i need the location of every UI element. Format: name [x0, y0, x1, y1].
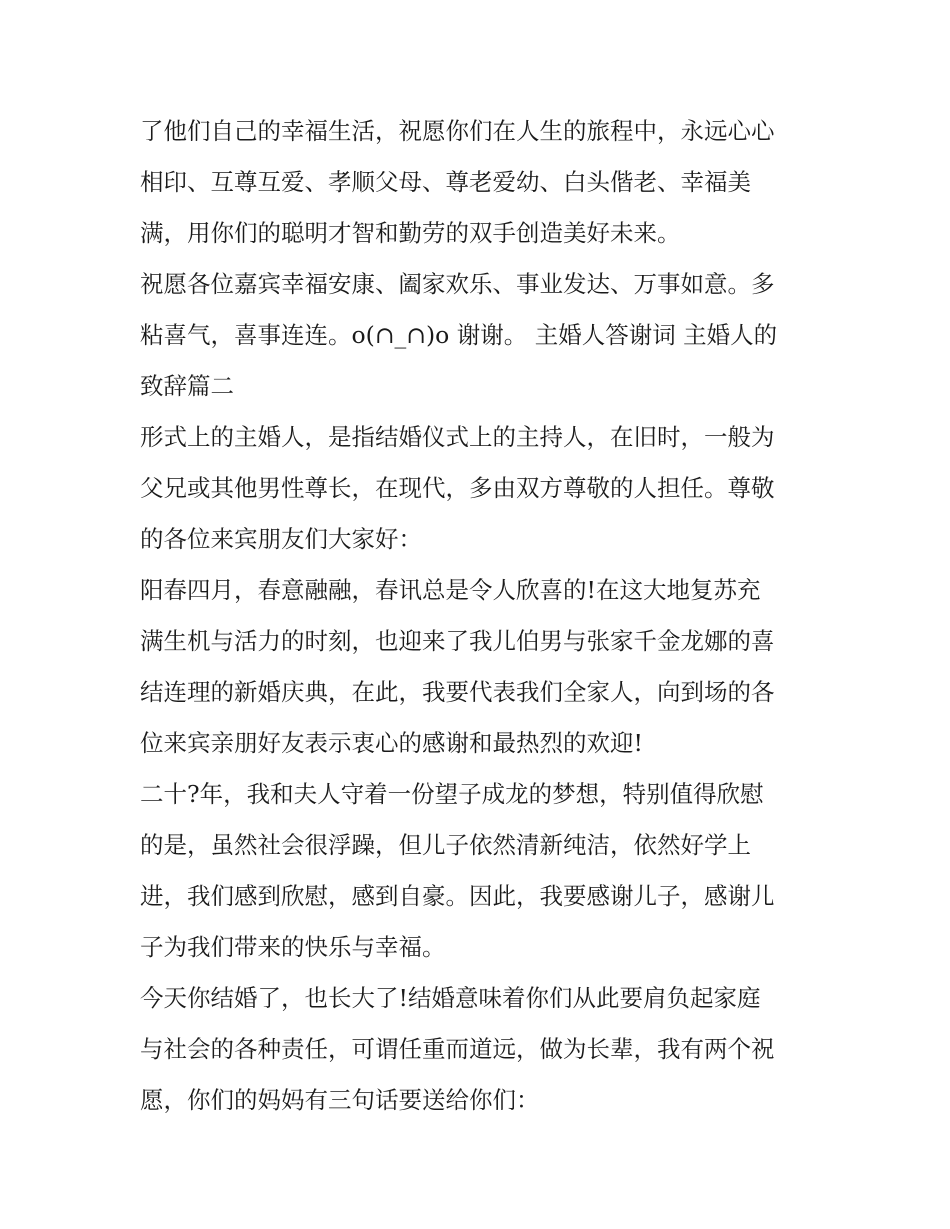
paragraph-4 [140, 565, 815, 769]
paragraph-1 [140, 106, 815, 259]
text-line: 进，我们感到欣慰，感到自豪。因此，我要感谢儿子，感谢儿 [140, 882, 775, 910]
paragraph-5 [140, 769, 815, 973]
text-line: 相印、互尊互爱、孝顺父母、尊老爱幼、白头偕老、幸福美 [140, 168, 751, 196]
text-line: 位来宾亲朋好友表示衷心的感谢和最热烈的欢迎! [140, 729, 643, 757]
text-line: 子为我们带来的快乐与幸福。 [140, 933, 446, 961]
paragraph-6 [140, 973, 815, 1126]
text-line: 满，用你们的聪明才智和勤劳的双手创造美好未来。 [140, 219, 681, 247]
text-line: 的各位来宾朋友们大家好： [140, 525, 422, 553]
text-line: 满生机与活力的时刻，也迎来了我儿伯男与张家千金龙娜的喜 [140, 627, 775, 655]
paragraph-3 [140, 412, 815, 565]
text-line: 今天你结婚了，也长大了!结婚意味着你们从此要肩负起家庭 [140, 984, 761, 1012]
text-line: 致辞篇二 [140, 372, 234, 400]
text-line: 了他们自己的幸福生活，祝愿你们在人生的旅程中，永远心心 [140, 117, 775, 145]
text-line: 愿，你们的妈妈有三句话要送给你们： [140, 1086, 540, 1114]
text-line: 的是，虽然社会很浮躁，但儿子依然清新纯洁，依然好学上 [140, 831, 751, 859]
text-line: 结连理的新婚庆典，在此，我要代表我们全家人，向到场的各 [140, 678, 775, 706]
text-line: 形式上的主婚人，是指结婚仪式上的主持人，在旧时，一般为 [140, 423, 775, 451]
text-line: 祝愿各位嘉宾幸福安康、阖家欢乐、事业发达、万事如意。多 [140, 270, 775, 298]
text-line: 二十?年，我和夫人守着一份望子成龙的梦想，特别值得欣慰 [140, 780, 764, 808]
document-body [140, 106, 815, 1126]
text-line: 阳春四月，春意融融，春讯总是令人欣喜的!在这大地复苏充 [140, 576, 761, 604]
paragraph-2 [140, 259, 815, 412]
text-line: 粘喜气，喜事连连。o(∩_∩)o 谢谢。 主婚人答谢词 主婚人的 [140, 321, 778, 349]
text-line: 父兄或其他男性尊长，在现代，多由双方尊敬的人担任。尊敬 [140, 474, 775, 502]
text-line: 与社会的各种责任，可谓任重而道远，做为长辈，我有两个祝 [140, 1035, 775, 1063]
